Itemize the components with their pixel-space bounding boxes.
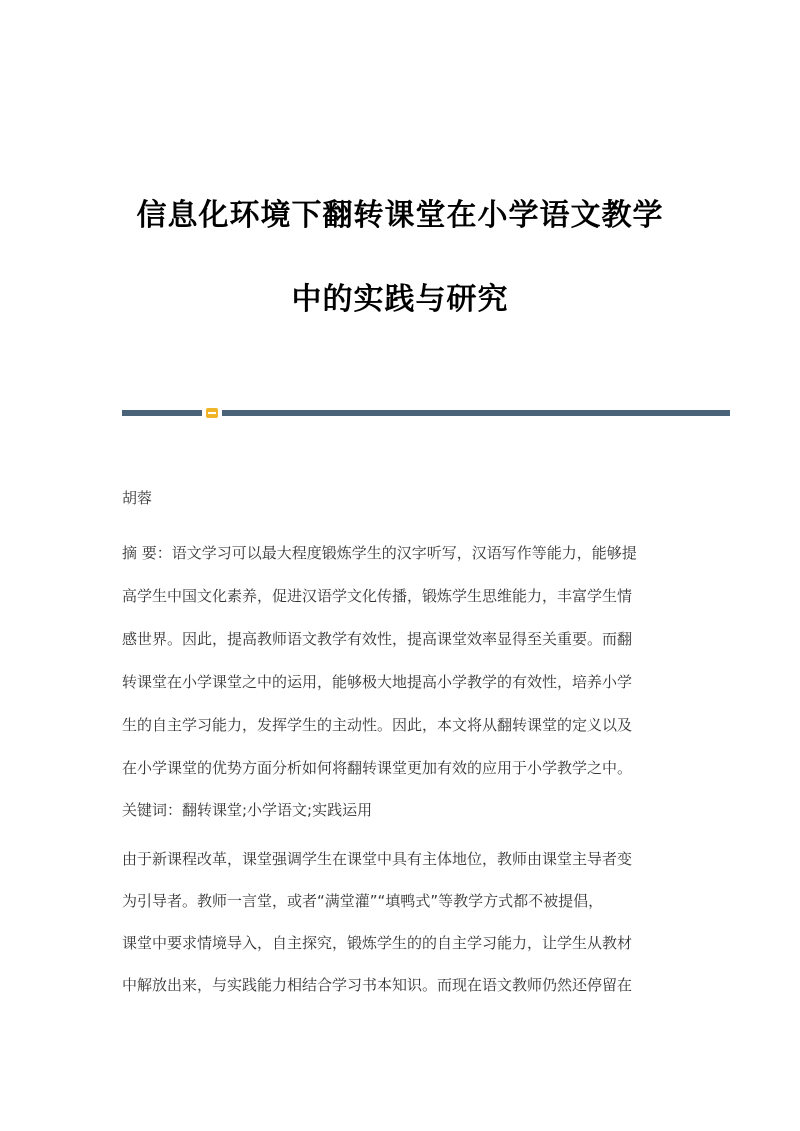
body-line: 中解放出来，与实践能力相结合学习书本知识。而现在语文教师仍然还停留在 [122, 976, 633, 994]
body-line: 由于新课程改革，课堂强调学生在课堂中具有主体地位，教师由课堂主导者变 [122, 850, 633, 868]
abstract-line: 在小学课堂的优势方面分析如何将翻转课堂更加有效的应用于小学教学之中。 [122, 759, 633, 777]
divider-left-segment [122, 410, 202, 416]
title-line-2: 中的实践与研究 [291, 282, 509, 317]
divider-right-segment [222, 410, 730, 416]
keywords: 关键词：翻转课堂;小学语文;实践运用 [122, 801, 373, 819]
title-divider [122, 409, 730, 418]
title-line-1: 信息化环境下翻转课堂在小学语文教学 [136, 198, 664, 233]
abstract-line: 转课堂在小学课堂之中的运用，能够极大地提高小学教学的有效性，培养小学 [122, 673, 633, 691]
author: 胡蓉 [122, 489, 153, 507]
abstract-line: 生的自主学习能力，发挥学生的主动性。因此，本文将从翻转课堂的定义以及 [122, 716, 633, 734]
body-line: 为引导者。教师一言堂，或者“满堂灌”“填鸭式”等教学方式都不被提倡， [122, 892, 604, 910]
document-badge-icon [206, 408, 218, 418]
abstract-line: 高学生中国文化素养，促进汉语学文化传播，锻炼学生思维能力，丰富学生情 [122, 587, 633, 605]
abstract-line: 摘 要：语文学习可以最大程度锻炼学生的汉字听写，汉语写作等能力，能够提 [122, 544, 637, 562]
body-line: 课堂中要求情境导入，自主探究，锻炼学生的的自主学习能力，让学生从教材 [122, 934, 633, 952]
abstract-line: 感世界。因此，提高教师语文教学有效性，提高课堂效率显得至关重要。而翻 [122, 630, 633, 648]
